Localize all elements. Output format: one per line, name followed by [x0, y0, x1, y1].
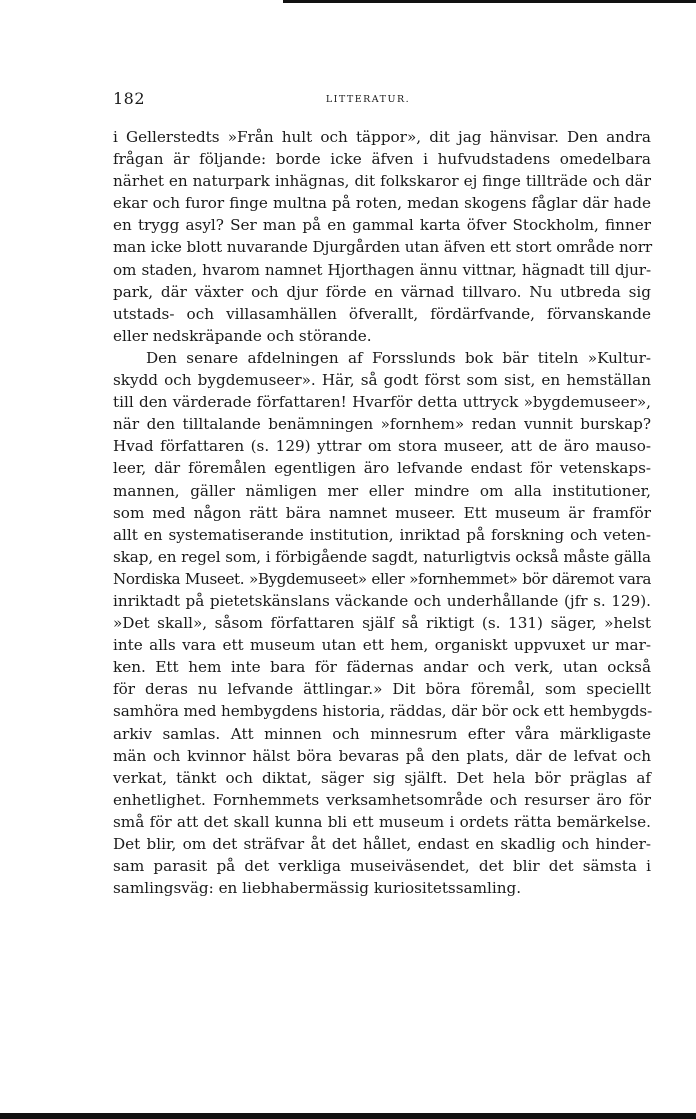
text-line: inte alls vara ett museum utan ett hem, organiskt uppvuxet ur mar- — [113, 636, 651, 655]
text-line: park, där växter och djur förde en värnad tillvaro. Nu utbreda sig — [113, 282, 651, 301]
page-number: 182 — [113, 89, 146, 108]
text-line: Nordiska Museet. »Bygdemuseet» eller »fornhemmet» bör däremot vara — [113, 569, 651, 588]
text-line: man icke blott nuvarande Djurgården utan äfven ett stort område norr — [113, 238, 653, 257]
text-line: män och kvinnor hälst böra bevaras på den plats, där de lefvat och — [113, 746, 651, 765]
text-line: till den värderade författaren! Hvarför detta uttryck »bygdemuseer», — [113, 393, 651, 412]
text-line: skap, en regel som, i förbigående sagdt, naturligtvis också måste gälla — [113, 547, 651, 566]
text-line: leer, där föremålen egentligen äro lefvande endast för vetenskaps- — [113, 459, 651, 478]
text-line: skydd och bygdemuseer». Här, så godt först som sist, en hemställan — [113, 371, 651, 390]
paragraph-first-line: Den senare afdelningen af Forsslunds bok bär titeln »Kultur- — [146, 348, 651, 367]
top-border-rule — [283, 0, 696, 3]
text-line: små för att det skall kunna bli ett museum i ordets rätta bemärkelse. — [113, 812, 651, 831]
text-line: en trygg asyl? Ser man på en gammal karta öfver Stockholm, finner — [113, 216, 651, 235]
text-line: som med någon rätt bära namnet museer. Ett museum är framför — [113, 503, 651, 522]
text-line: närhet en naturpark inhägnas, dit folkskaror ej finge tillträde och där — [113, 172, 651, 191]
text-line: när den tilltalande benämningen »fornhem» redan vunnit burskap? — [113, 415, 651, 434]
text-line: samhöra med hembygdens historia, räddas, där bör ock ett hembygds- — [113, 702, 653, 721]
text-line: inriktadt på pietetskänslans väckande och underhållande (jfr s. 129). — [113, 591, 651, 610]
text-line: frågan är följande: borde icke äfven i hufvudstadens omedelbara — [113, 150, 651, 169]
text-line: i Gellerstedts »Från hult och täppor», dit jag hänvisar. Den andra — [113, 128, 651, 146]
text-line: sam parasit på det verkliga museiväsendet, det blir det sämsta i — [113, 857, 651, 876]
text-line: enhetlighet. Fornhemmets verksamhetsområde och resurser äro för — [113, 790, 651, 809]
text-line: om staden, hvarom namnet Hjorthagen ännu vittnar, hägnadt till djur- — [113, 260, 651, 279]
body-text — [113, 126, 651, 899]
text-line: allt en systematiserande institution, inriktad på forskning och veten- — [113, 525, 651, 544]
text-line: Det blir, om det sträfvar åt det hållet, endast en skadlig och hinder- — [113, 835, 651, 853]
text-line: utstads- och villasamhällen öfverallt, fördärfvande, förvanskande — [113, 304, 651, 323]
text-line: Hvad författaren (s. 129) yttrar om stora museer, att de äro mauso- — [113, 437, 651, 456]
paragraph-last-line: samlingsväg: en liebhabermässig kuriositetssamling. — [113, 879, 522, 898]
text-line: »Det skall», såsom författaren själf så riktigt (s. 131) säger, »helst — [113, 614, 651, 633]
paragraph-last-line: eller nedskräpande och störande. — [113, 326, 372, 345]
text-line: mannen, gäller nämligen mer eller mindre om alla institutioner, — [113, 481, 651, 500]
text-line: för deras nu lefvande ättlingar.» Dit böra föremål, som speciellt — [113, 680, 651, 699]
text-line: verkat, tänkt och diktat, säger sig själft. Det hela bör präglas af — [113, 768, 651, 787]
bottom-border-rule — [0, 1113, 696, 1119]
text-line: ekar och furor finge multna på roten, medan skogens fåglar där hade — [113, 194, 651, 213]
text-line: ken. Ett hem inte bara för fädernas andar och verk, utan också — [113, 658, 651, 677]
running-head: LITTERATUR. — [325, 94, 411, 105]
text-line: arkiv samlas. Att minnen och minnesrum efter våra märkligaste — [113, 724, 651, 743]
